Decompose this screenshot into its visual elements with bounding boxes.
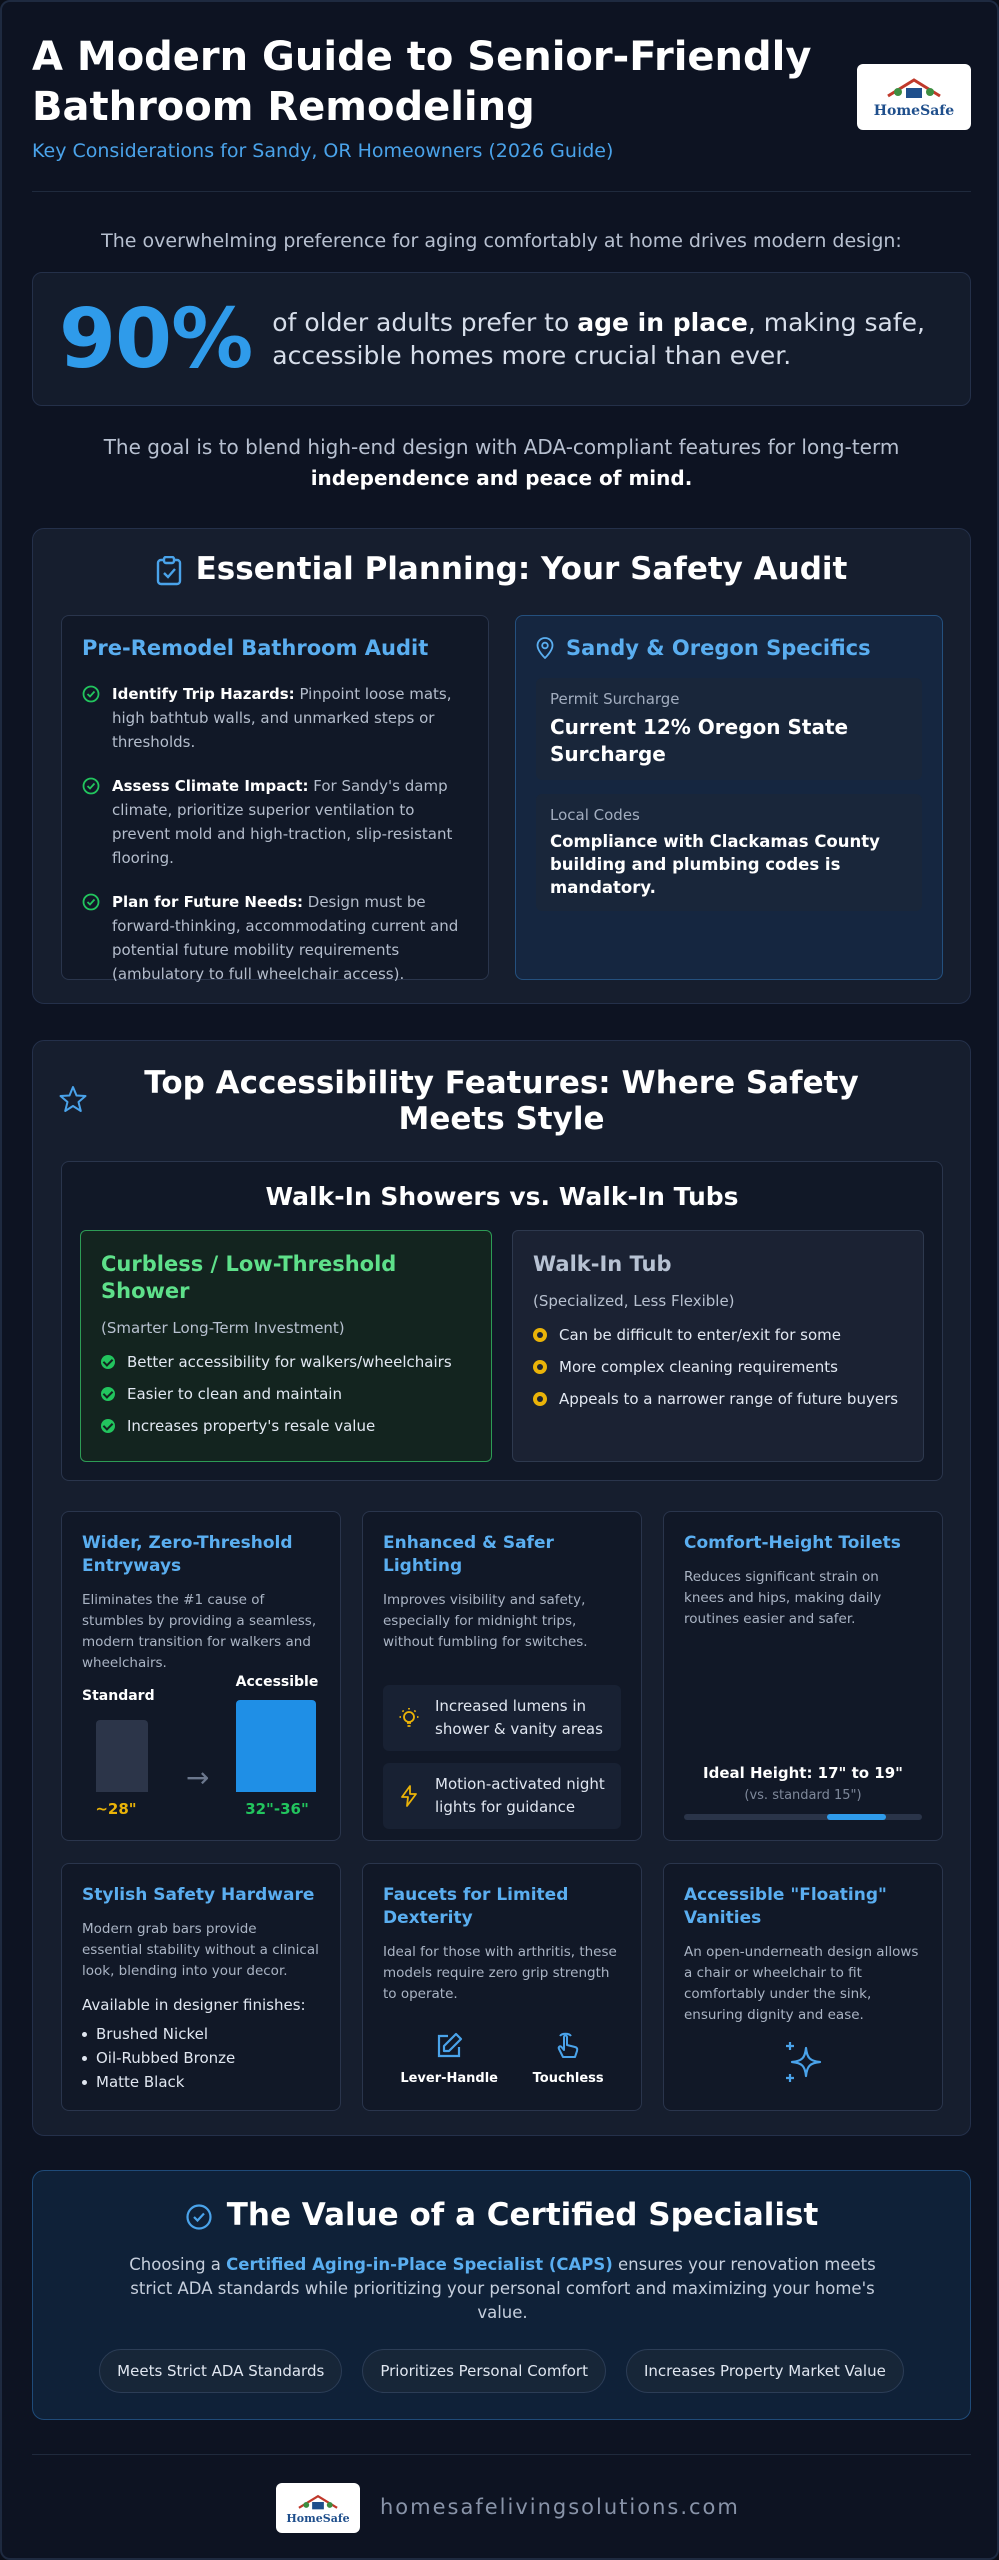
lever-handle-item: Lever-Handle — [400, 2031, 498, 2086]
standard-height: (vs. standard 15") — [744, 1788, 862, 1803]
finish-item: Matte Black — [82, 2070, 320, 2094]
house-logo-icon — [884, 76, 944, 100]
accessible-bar — [236, 1700, 316, 1792]
entryways-title: Wider, Zero-Threshold Entryways — [82, 1533, 293, 1576]
hardware-card — [61, 1863, 341, 2111]
tub-option — [512, 1230, 924, 1462]
stat-card — [32, 272, 971, 406]
ideal-height: Ideal Height: 17" to 19" — [703, 1764, 903, 1782]
header — [32, 32, 971, 192]
benefit-pill: Increases Property Market Value — [626, 2349, 904, 2393]
warning-icon — [533, 1392, 547, 1406]
toilets-card — [663, 1511, 943, 1841]
check-icon — [101, 1387, 115, 1401]
touchless-item: Touchless — [533, 2031, 604, 2086]
page-title: A Modern Guide to Senior-Friendly Bathroom Remodeling — [32, 34, 812, 130]
list-item: Easier to clean and maintain — [101, 1385, 471, 1403]
hand-touch-icon — [553, 2031, 583, 2061]
audit-item: Plan for Future Needs: Design must be forward-thinking, accommodating current and potential future mobility requirements (ambulatory to full wheelchair access). — [82, 890, 468, 986]
benefit-pill: Prioritizes Personal Comfort — [362, 2349, 606, 2393]
audit-item: Assess Climate Impact: For Sandy's damp climate, prioritize superior ventilation to prevent mold and high-traction, slip-resistant flooring. — [82, 774, 468, 870]
height-range-fill — [827, 1814, 887, 1820]
check-circle-icon — [82, 893, 100, 911]
goal-text: The goal is to blend high-end design with ADA-compliant features for long-term independence and peace of mind. — [103, 435, 900, 490]
footer-logo: HomeSafe — [276, 2483, 360, 2533]
list-item: Can be difficult to enter/exit for some — [533, 1326, 903, 1344]
logo-text: HomeSafe — [873, 103, 955, 119]
list-item: Better accessibility for walkers/wheelchairs — [101, 1353, 471, 1371]
vs-card — [61, 1161, 943, 1481]
warning-icon — [533, 1328, 547, 1342]
vs-title: Walk-In Showers vs. Walk-In Tubs — [265, 1182, 739, 1211]
entryways-card — [61, 1511, 341, 1841]
faucets-text: Ideal for those with arthritis, these models require zero grip strength to operate. — [383, 1944, 617, 2002]
tub-title: Walk-In Tub — [533, 1252, 672, 1276]
permit-value: Current 12% Oregon State Surcharge — [550, 715, 849, 766]
house-logo-icon — [296, 2493, 340, 2511]
stat-text: of older adults prefer to age in place, making safe, accessible homes more crucial than ever. — [272, 308, 925, 370]
shower-note: (Smarter Long-Term Investment) — [101, 1319, 345, 1337]
standard-bar — [96, 1720, 148, 1792]
vanities-title: Accessible "Floating" Vanities — [684, 1885, 887, 1928]
lighting-item: Increased lumens in shower & vanity areas — [383, 1685, 621, 1751]
finish-item: Brushed Nickel — [82, 2022, 320, 2046]
pencil-edit-icon — [434, 2031, 464, 2061]
specialist-title: The Value of a Certified Specialist — [33, 2197, 970, 2233]
intro-lead: The overwhelming preference for aging comfortably at home drives modern design: — [101, 230, 902, 252]
lightbulb-icon — [397, 1706, 421, 1730]
specialist-section — [32, 2170, 971, 2420]
footer — [32, 2454, 971, 2560]
standard-label: Standard — [82, 1688, 155, 1704]
stat-value: 90% — [59, 291, 253, 387]
vanities-card — [663, 1863, 943, 2111]
permit-label: Permit Surcharge — [550, 690, 680, 708]
faucets-card — [362, 1863, 642, 2111]
page-subtitle: Key Considerations for Sandy, OR Homeowners (2026 Guide) — [32, 140, 614, 162]
doorway-width-comparison — [82, 1674, 322, 1818]
codes-value: Compliance with Clackamas County building and plumbing codes is mandatory. — [550, 832, 880, 897]
finishes-label: Available in designer finishes: — [82, 1996, 306, 2014]
tub-note: (Specialized, Less Flexible) — [533, 1292, 735, 1310]
list-item: Increases property's resale value — [101, 1417, 471, 1435]
finish-item: Oil-Rubbed Bronze — [82, 2046, 320, 2070]
permit-box — [536, 678, 922, 780]
features-title: Top Accessibility Features: Where Safety Meets Style — [144, 1065, 859, 1137]
lighting-title: Enhanced & Safer Lighting — [383, 1533, 554, 1576]
oregon-card — [515, 615, 943, 980]
lighting-item: Motion-activated night lights for guidance — [383, 1763, 621, 1829]
toilets-title: Comfort-Height Toilets — [684, 1533, 901, 1553]
audit-card — [61, 615, 489, 983]
toilets-text: Reduces significant strain on knees and hips, making daily routines easier and safer. — [684, 1569, 882, 1627]
homesafe-logo — [857, 64, 971, 130]
hardware-text: Modern grab bars provide essential stability without a clinical look, blending into your decor. — [82, 1921, 319, 1979]
height-range-bar — [684, 1814, 922, 1820]
badge-check-icon — [185, 2203, 213, 2231]
check-icon — [101, 1419, 115, 1433]
shower-option — [80, 1230, 492, 1462]
clipboard-check-icon — [156, 556, 182, 586]
shower-title: Curbless / Low-Threshold Shower — [101, 1252, 397, 1303]
specialist-text: Choosing a Certified Aging-in-Place Specialist (CAPS) ensures your renovation meets strict ADA standards while prioritizing your personal comfort and maximizing your home's value. — [129, 2255, 876, 2322]
entryways-text: Eliminates the #1 cause of stumbles by providing a seamless, modern transition for walkers and wheelchairs. — [82, 1592, 317, 1671]
audit-title: Pre-Remodel Bathroom Audit — [82, 636, 429, 660]
accessible-label: Accessible — [235, 1674, 319, 1690]
benefit-pills — [33, 2349, 970, 2393]
check-circle-icon — [82, 777, 100, 795]
check-icon — [101, 1355, 115, 1369]
hardware-title: Stylish Safety Hardware — [82, 1885, 315, 1905]
map-pin-icon — [536, 637, 554, 659]
codes-label: Local Codes — [550, 806, 640, 824]
lighting-card — [362, 1511, 642, 1841]
oregon-title: Sandy & Oregon Specifics — [536, 636, 922, 660]
arrow-right-icon: → — [186, 1761, 210, 1794]
features-section — [32, 1040, 971, 2136]
list-item: Appeals to a narrower range of future buyers — [533, 1390, 903, 1408]
website-url[interactable]: homesafelivingsolutions.com — [380, 2495, 740, 2519]
standard-value: ~28" — [95, 1800, 137, 1818]
list-item: More complex cleaning requirements — [533, 1358, 903, 1376]
lightning-bolt-icon — [397, 1784, 421, 1808]
check-circle-icon — [82, 685, 100, 703]
lighting-text: Improves visibility and safety, especially for midnight trips, without fumbling for switches. — [383, 1592, 588, 1650]
planning-title: Essential Planning: Your Safety Audit — [33, 551, 970, 587]
planning-section — [32, 528, 971, 1004]
warning-icon — [533, 1360, 547, 1374]
vanities-text: An open-underneath design allows a chair or wheelchair to fit comfortably under the sink, ensuring dignity and ease. — [684, 1944, 919, 2023]
codes-box — [536, 794, 922, 911]
audit-item: Identify Trip Hazards: Pinpoint loose mats, high bathtub walls, and unmarked steps or thresholds. — [82, 682, 468, 754]
benefit-pill: Meets Strict ADA Standards — [99, 2349, 342, 2393]
faucets-title: Faucets for Limited Dexterity — [383, 1885, 569, 1928]
sparkles-icon — [782, 2040, 826, 2084]
accessible-value: 32"-36" — [245, 1800, 309, 1818]
